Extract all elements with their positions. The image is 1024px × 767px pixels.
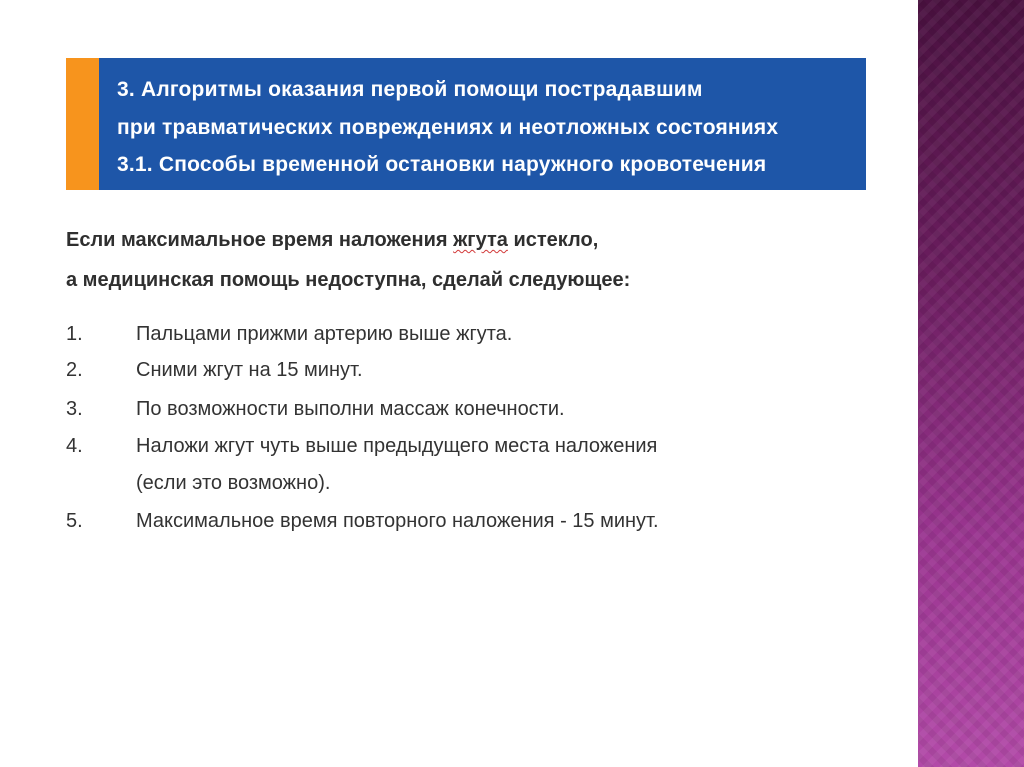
spellcheck-marked-word: жгута [453, 229, 508, 251]
decorative-side-band [914, 0, 1024, 767]
header-title-line-1: 3. Алгоритмы оказания первой помощи пострадавшим [117, 78, 703, 101]
intro-line-1 [66, 229, 598, 252]
intro-text-part: Если максимальное время наложения [66, 229, 454, 251]
intro-text-part: истекло, [507, 229, 599, 251]
step-text: По возможности выполни массаж конечности. [136, 398, 565, 420]
intro-line-2: а медицинская помощь недоступна, сделай следующее: [66, 269, 631, 291]
header-title-line-2: при травматических повреждениях и неотложных состояниях [117, 116, 779, 139]
step-number: 2. [66, 359, 83, 381]
step-text: Сними жгут на 15 минут. [136, 359, 363, 381]
step-number: 3. [66, 398, 83, 420]
step-number: 4. [66, 435, 83, 457]
step-text: Максимальное время повторного наложения - 15 минут. [136, 510, 659, 532]
step-text: Наложи жгут чуть выше предыдущего места наложения [136, 435, 658, 457]
step-number: 1. [66, 323, 83, 345]
step-number: 5. [66, 510, 83, 532]
header-accent-stripe [66, 58, 99, 190]
header-subtitle: 3.1. Способы временной остановки наружного кровотечения [117, 153, 767, 176]
step-text: Пальцами прижми артерию выше жгута. [136, 323, 513, 345]
step-text-continuation: (если это возможно). [136, 472, 331, 494]
